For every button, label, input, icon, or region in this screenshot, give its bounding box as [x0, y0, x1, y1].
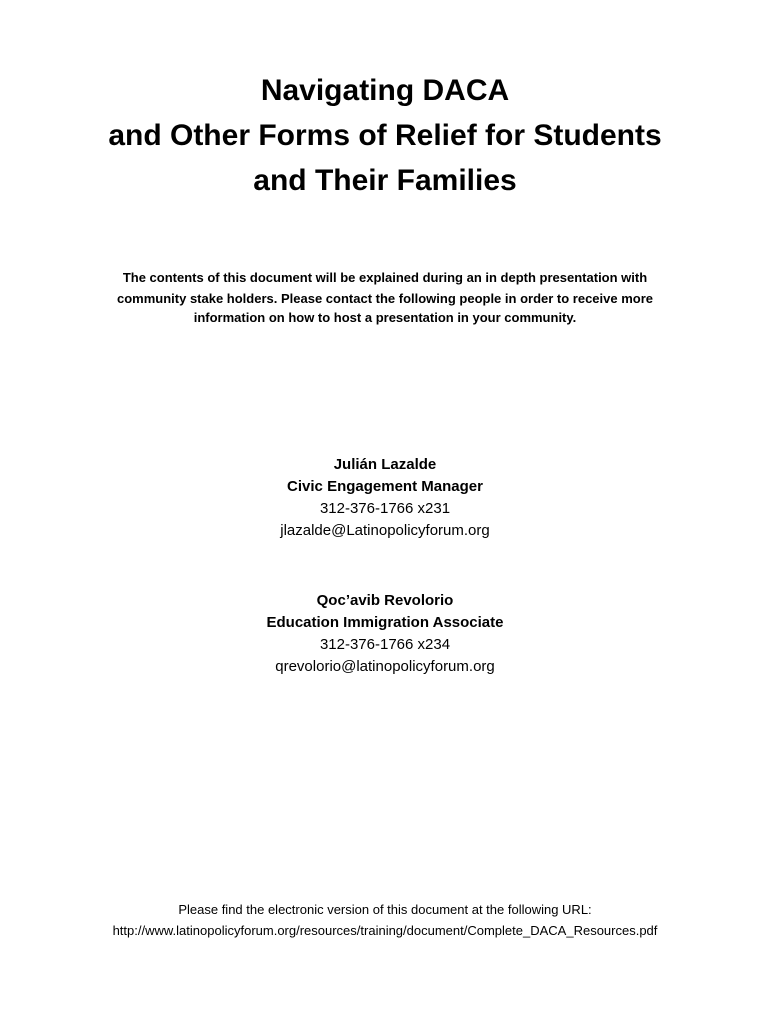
- title-line: and Other Forms of Relief for Students: [108, 119, 662, 152]
- contact-role: Education Immigration Associate: [266, 614, 504, 631]
- contact-phone: 312-376-1766 x231: [319, 500, 451, 517]
- contact-email: jlazalde@Latinopolicyforum.org: [280, 522, 490, 539]
- intro-line: community stake holders. Please contact the following people in order to receive more: [116, 291, 654, 306]
- footer-note: Please find the electronic version of this document at the following URL:: [178, 902, 592, 917]
- contact-role: Civic Engagement Manager: [287, 478, 483, 495]
- intro-line: The contents of this document will be explained during an in depth presentation with: [122, 270, 648, 285]
- contact-email: qrevolorio@latinopolicyforum.org: [275, 658, 495, 675]
- contact-name: Julián Lazalde: [333, 456, 437, 473]
- contact-phone: 312-376-1766 x234: [319, 636, 451, 653]
- contact-name: Qoc’avib Revolorio: [316, 592, 454, 609]
- title-line: Navigating DACA: [260, 74, 510, 107]
- footer-url: http://www.latinopolicyforum.org/resources/training/document/Complete_DACA_Resources.pdf: [112, 923, 658, 938]
- intro-line: information on how to host a presentation in your community.: [193, 310, 577, 325]
- title-line: and Their Families: [253, 164, 517, 197]
